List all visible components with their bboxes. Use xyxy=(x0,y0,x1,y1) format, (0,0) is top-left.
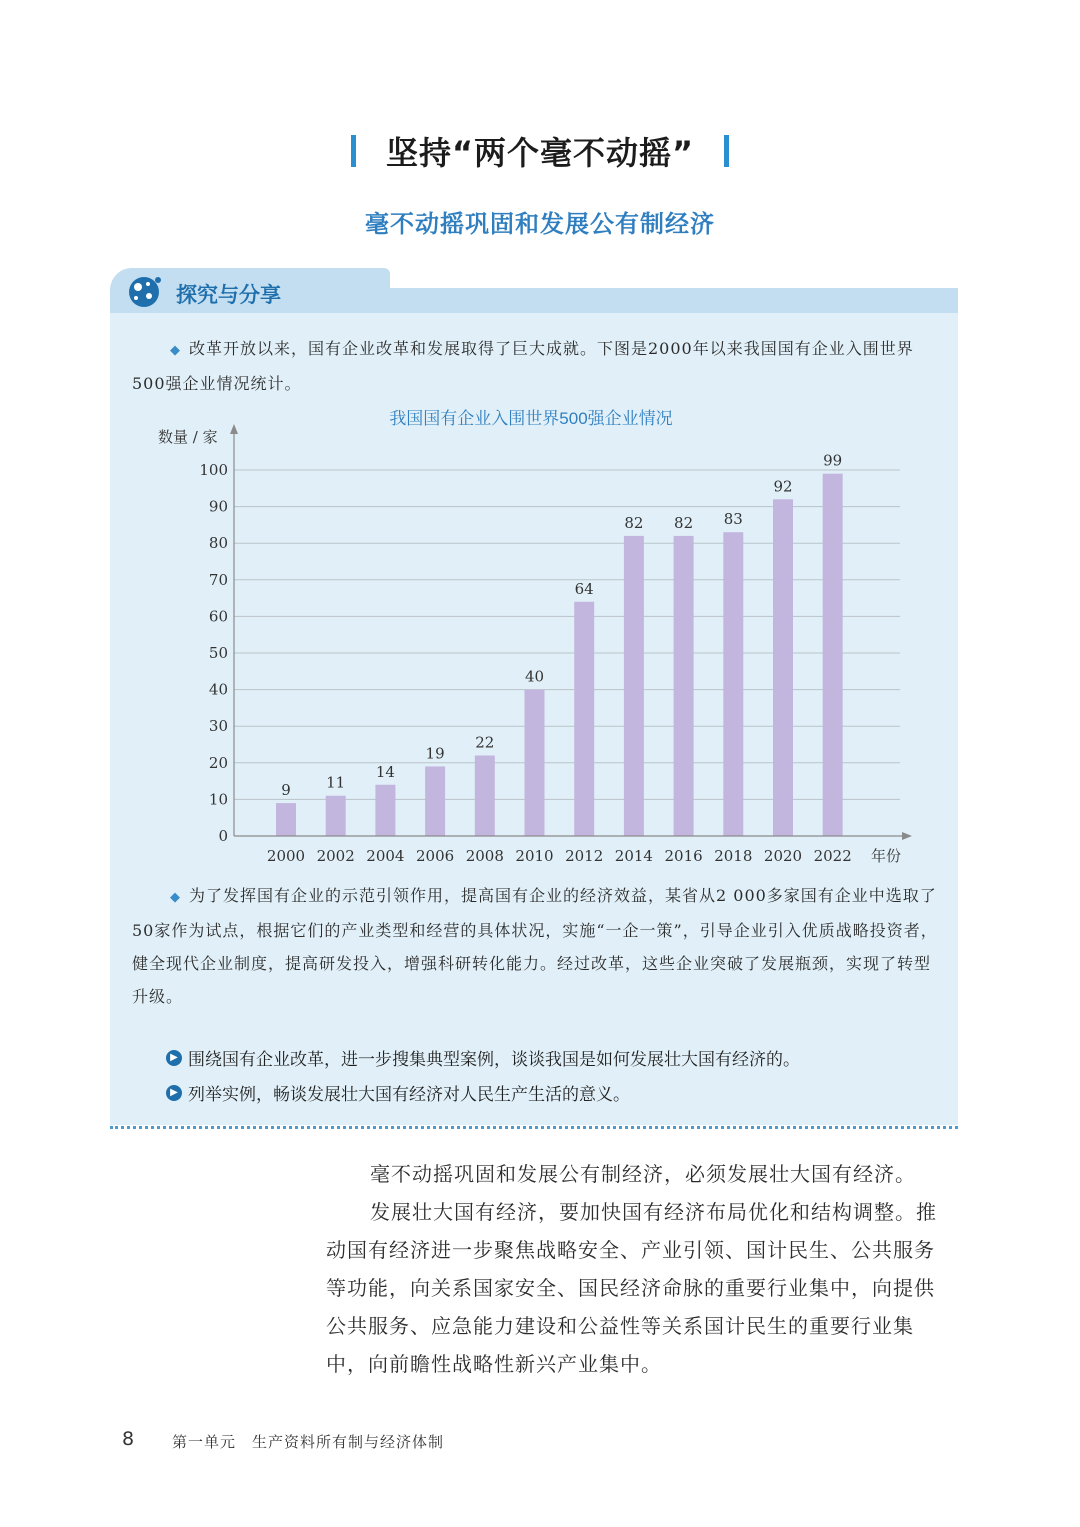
bar-value-label: 19 xyxy=(425,744,445,763)
unit-title: 第一单元 生产资料所有制与经济体制 xyxy=(172,1433,445,1451)
bar-value-label: 83 xyxy=(723,510,743,529)
chart-bar xyxy=(475,755,495,836)
body-paragraph-2-line-5: 中，向前瞻性战略性新兴产业集中。 xyxy=(326,1352,662,1376)
chart-title: 我国国有企业入围世界500强企业情况 xyxy=(389,409,673,428)
x-tick-label: 2016 xyxy=(664,847,703,865)
page-number: 8 xyxy=(122,1428,135,1450)
bar-value-label: 99 xyxy=(823,451,843,470)
x-tick-label: 2000 xyxy=(266,847,306,865)
play-icon: ▶ xyxy=(166,1085,182,1101)
x-tick-label: 2010 xyxy=(515,847,554,865)
page-title-text: 坚持“两个毫不动摇” xyxy=(385,134,695,172)
y-tick-label: 100 xyxy=(199,461,228,479)
y-tick-label: 0 xyxy=(218,827,228,845)
y-tick-label: 20 xyxy=(208,753,228,772)
chart-bar xyxy=(326,796,346,836)
bar-value-label: 92 xyxy=(773,477,793,496)
chart-bar xyxy=(773,499,793,836)
bar-value-label: 14 xyxy=(375,762,395,781)
title-left-bar xyxy=(351,135,356,167)
dotted-divider xyxy=(110,1126,958,1129)
y-tick-label: 70 xyxy=(208,570,228,589)
question-text-2: 列举实例，畅谈发展壮大国有经济对人民生产生活的意义。 xyxy=(188,1085,630,1105)
body-paragraph-1: 毫不动摇巩固和发展公有制经济，必须发展壮大国有经济。 xyxy=(370,1162,916,1186)
y-tick-label: 90 xyxy=(208,497,228,516)
chart-bar xyxy=(823,474,843,836)
bar-value-label: 11 xyxy=(326,773,346,792)
explore-tab-label: 探究与分享 xyxy=(176,283,281,307)
chart-bar xyxy=(276,803,296,836)
bar-value-label: 64 xyxy=(574,579,594,598)
chart-bar xyxy=(624,536,644,836)
chart-bar xyxy=(674,536,694,836)
chart-bar xyxy=(525,690,545,836)
title-right-bar xyxy=(724,135,729,167)
bar-chart xyxy=(130,400,920,880)
y-tick-label: 60 xyxy=(208,607,228,626)
chart-bar xyxy=(375,785,395,836)
y-tick-label: 10 xyxy=(208,790,228,809)
y-tick-label: 40 xyxy=(208,680,228,699)
question-text-1: 围绕国有企业改革，进一步搜集典型案例，谈谈我国是如何发展壮大国有经济的。 xyxy=(188,1050,800,1070)
y-tick-label: 50 xyxy=(208,644,228,662)
body-paragraph-2-line-2: 动国有经济进一步聚焦战略安全、产业引领、国计民生、公共服务 xyxy=(326,1238,935,1262)
diamond-icon: ◆ xyxy=(170,343,181,358)
chart-y-label: 数量 / 家 xyxy=(158,428,218,446)
bar-value-label: 40 xyxy=(524,667,545,686)
body-paragraph-2-line-3: 等功能，向关系国家安全、国民经济命脉的重要行业集中，向提供 xyxy=(326,1276,935,1300)
x-tick-label: 2004 xyxy=(366,847,405,865)
bar-value-label: 9 xyxy=(281,781,291,800)
chart-x-label: 年份 xyxy=(871,847,902,865)
intro-text: 改革开放以来，国有企业改革和发展取得了巨大成就。下图是2000年以来我国国有企业入围世界500强企业情况统计。 xyxy=(132,339,914,393)
x-tick-label: 2014 xyxy=(614,847,653,865)
bar-value-label: 22 xyxy=(475,733,495,752)
bar-value-label: 82 xyxy=(674,513,694,532)
body-paragraph-2-line-1: 发展壮大国有经济，要加快国有经济布局优化和结构调整。推 xyxy=(370,1200,937,1224)
x-tick-label: 2006 xyxy=(416,847,455,865)
explore-tab-strip xyxy=(380,288,958,314)
x-tick-label: 2020 xyxy=(763,847,803,865)
x-tick-label: 2022 xyxy=(813,847,852,865)
chart-bar xyxy=(723,532,743,836)
y-tick-label: 30 xyxy=(208,717,228,736)
page-title xyxy=(0,128,1080,174)
globe-icon xyxy=(124,274,164,310)
chart-bar xyxy=(574,602,594,836)
diamond-icon: ◆ xyxy=(170,890,181,905)
intro-paragraph xyxy=(132,332,940,400)
x-tick-label: 2008 xyxy=(465,847,504,865)
chart-bar xyxy=(425,766,445,836)
section-title: 毫不动摇巩固和发展公有制经济 xyxy=(365,209,715,238)
y-axis-arrow xyxy=(230,424,238,434)
play-icon: ▶ xyxy=(166,1050,182,1066)
case-paragraph xyxy=(132,879,940,1013)
y-tick-label: 80 xyxy=(208,534,228,553)
x-axis-arrow xyxy=(902,832,912,840)
x-tick-label: 2012 xyxy=(565,847,604,865)
question-item-1 xyxy=(166,1045,800,1070)
question-item-2 xyxy=(166,1080,630,1105)
bar-value-label: 82 xyxy=(624,513,644,532)
x-tick-label: 2018 xyxy=(714,847,753,865)
body-paragraph-2-line-4: 公共服务、应急能力建设和公益性等关系国计民生的重要行业集 xyxy=(326,1314,914,1338)
x-tick-label: 2002 xyxy=(316,847,355,865)
case-text: 为了发挥国有企业的示范引领作用，提高国有企业的经济效益，某省从2 000多家国有企业中选取了50家作为试点，根据它们的产业类型和经营的具体状况，实施“一企一策”，引导企业引入优质战略投资者，健全现代企业制度，提高研发投入，增强科研转化能力。经过改革，这些企业突破了发展瓶颈，实现了转型升级。 xyxy=(132,886,938,1006)
